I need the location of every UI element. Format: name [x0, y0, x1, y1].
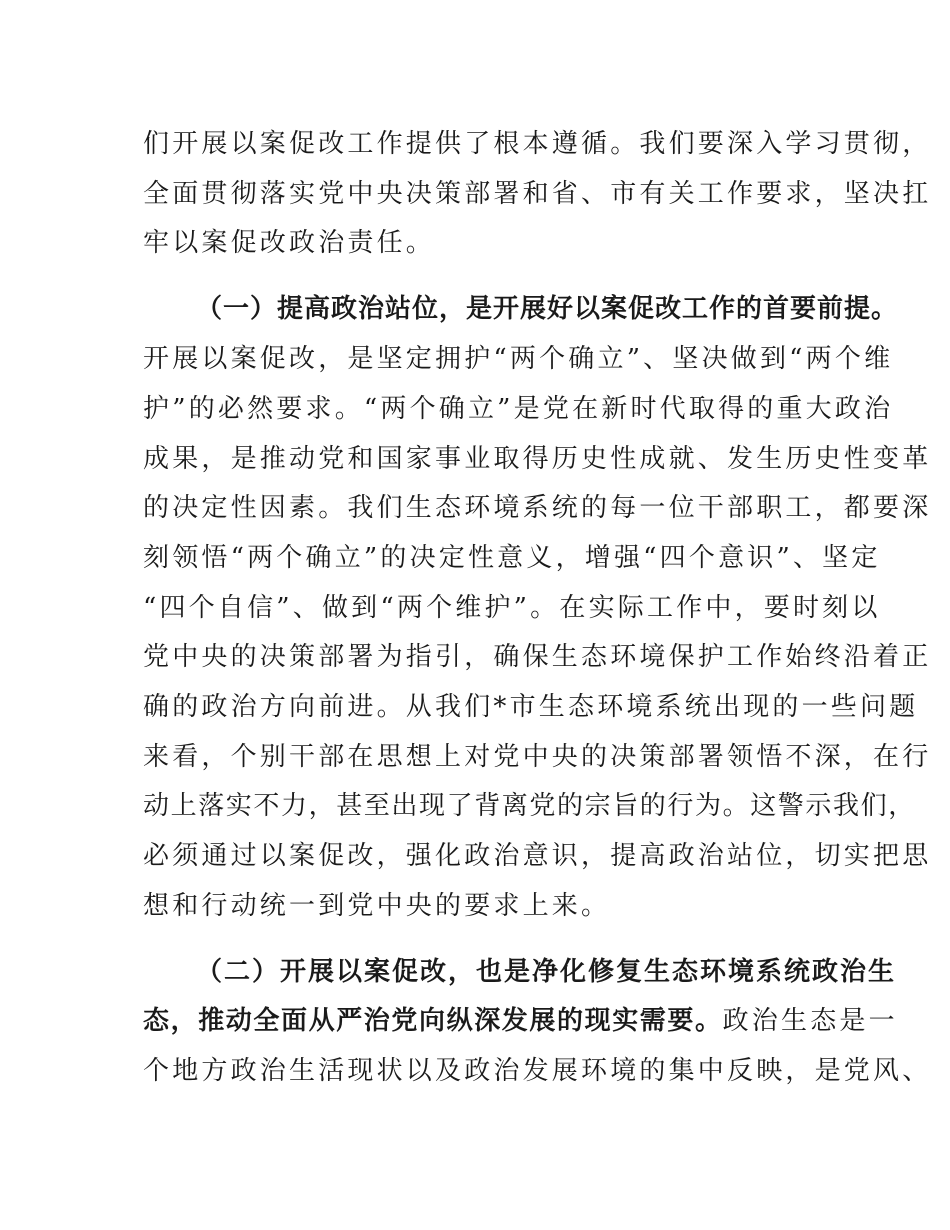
section1-line-9: 来看，个别干部在思想上对党中央的决策部署领悟不深，在行 [143, 742, 932, 772]
intro-line-2: 全面贯彻落实党中央决策部署和省、市有关工作要求，坚决扛 [143, 179, 932, 209]
section2-heading-line-2-bold: 态，推动全面从严治党向纵深发展的现实需要。 [143, 1006, 723, 1036]
section1-line-6: “四个自信”、做到“两个维护”。在实际工作中，要时刻以 [143, 593, 881, 623]
section1-line-3: 成果，是推动党和国家事业取得历史性成就、发生历史性变革 [143, 444, 932, 474]
section1-heading: （一）提高政治站位，是开展好以案促改工作的首要前提。 [196, 294, 899, 324]
section2-heading-line-2 [143, 1005, 898, 1037]
section1-line-1: 开展以案促改，是坚定拥护“两个确立”、坚决做到“两个维 [143, 344, 894, 374]
section2-line-1: 个地方政治生活现状以及政治发展环境的集中反映，是党风、 [143, 1056, 932, 1086]
section2-heading-line-1: （二）开展以案促改，也是净化修复生态环境系统政治生 [196, 957, 897, 987]
section1-line-5: 刻领悟“两个确立”的决定性意义，增强“四个意识”、坚定 [143, 543, 881, 573]
intro-line-1: 们开展以案促改工作提供了根本遵循。我们要深入学习贯彻， [143, 129, 932, 159]
section1-line-4: 的决定性因素。我们生态环境系统的每一位干部职工，都要深 [143, 493, 932, 523]
section1-line-11: 必须通过以案促改，强化政治意识，提高政治站位，切实把思 [143, 841, 932, 871]
intro-line-3: 牢以案促改政治责任。 [143, 228, 436, 258]
section1-line-7: 党中央的决策部署为指引，确保生态环境保护工作始终沿着正 [143, 642, 932, 672]
section1-line-2: 护”的必然要求。“两个确立”是党在新时代取得的重大政治 [143, 394, 894, 424]
section1-line-12: 想和行动统一到党中央的要求上来。 [143, 891, 611, 921]
section1-line-10: 动上落实不力，甚至出现了背离党的宗旨的行为。这警示我们， [143, 791, 916, 821]
section2-heading-line-2-tail: 政治生态是一 [722, 1006, 898, 1036]
section1-line-8: 确的政治方向前进。从我们*市生态环境系统出现的一些问题 [143, 692, 919, 722]
